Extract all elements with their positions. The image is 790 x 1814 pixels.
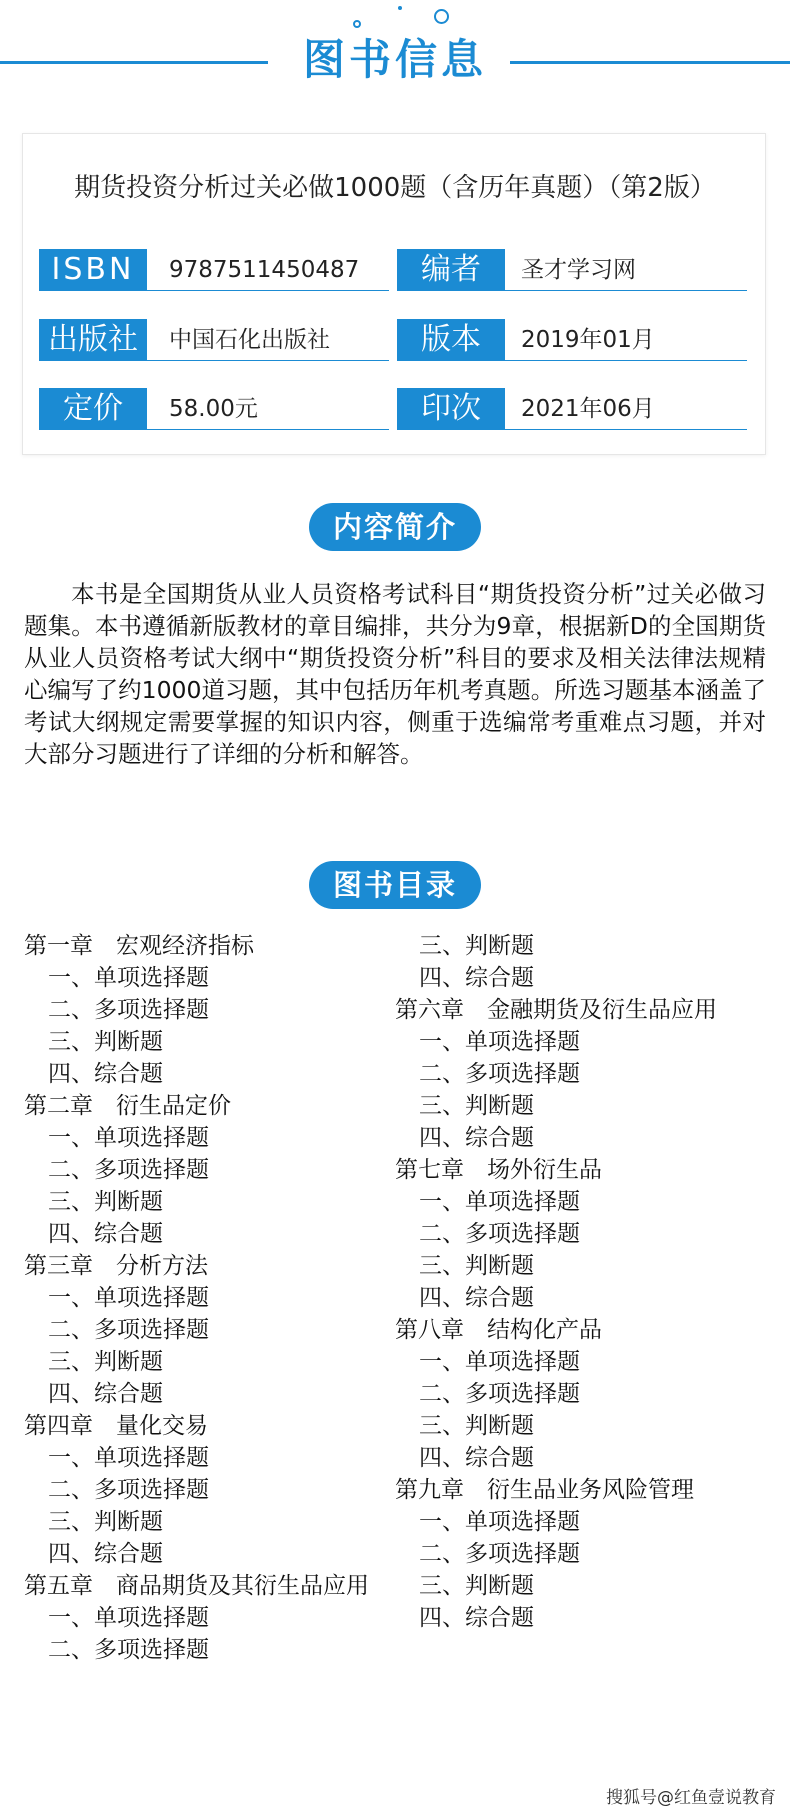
field-editor [397,249,747,291]
toc-chapter: 第四章 量化交易 [24,1413,208,1439]
field-value: 2019年01月 [521,327,655,353]
field-value: 9787511450487 [169,257,360,283]
toc-section: 二、多项选择题 [48,1317,209,1343]
toc-chapter: 第七章 场外衍生品 [395,1157,602,1183]
field-label: 出版社 [39,319,147,361]
toc-section: 一、单项选择题 [419,1029,580,1055]
toc-chapter: 第六章 金融期货及衍生品应用 [395,997,717,1023]
section-heading-intro: 内容简介 [309,503,481,551]
toc-section: 三、判断题 [419,1093,534,1119]
toc-section: 四、综合题 [48,1221,163,1247]
field-underline [147,290,389,291]
field-value: 中国石化出版社 [169,327,330,353]
toc-section: 二、多项选择题 [419,1541,580,1567]
toc-section: 三、判断题 [48,1189,163,1215]
toc-section: 四、综合题 [419,1605,534,1631]
toc-section: 二、多项选择题 [419,1381,580,1407]
toc-section: 一、单项选择题 [48,1125,209,1151]
toc-section: 二、多项选择题 [48,1637,209,1663]
toc-section: 四、综合题 [419,1125,534,1151]
toc-section: 一、单项选择题 [48,1605,209,1631]
field-underline [505,360,747,361]
book-info-card [22,133,766,455]
toc-section: 四、综合题 [419,965,534,991]
field-label: 编者 [397,249,505,291]
field-label: 版本 [397,319,505,361]
toc-section: 一、单项选择题 [419,1189,580,1215]
field-value: 圣才学习网 [521,257,636,283]
toc-chapter: 第二章 衍生品定价 [24,1093,231,1119]
field-value: 2021年06月 [521,396,655,422]
toc-section: 四、综合题 [48,1541,163,1567]
toc-section: 二、多项选择题 [48,1477,209,1503]
toc-section: 一、单项选择题 [419,1509,580,1535]
field-isbn [39,249,389,291]
toc-section: 四、综合题 [419,1445,534,1471]
field-underline [147,429,389,430]
field-printing [397,388,747,430]
decorative-dot [398,6,402,10]
toc-chapter: 第五章 商品期货及其衍生品应用 [24,1573,369,1599]
toc-section: 四、综合题 [48,1061,163,1087]
toc-chapter: 第九章 衍生品业务风险管理 [395,1477,694,1503]
field-label: 印次 [397,388,505,430]
field-underline [147,360,389,361]
decorative-circle-small [353,20,361,28]
toc-section: 三、判断题 [48,1349,163,1375]
toc-section: 三、判断题 [419,933,534,959]
toc-section: 三、判断题 [48,1029,163,1055]
toc-section: 三、判断题 [48,1509,163,1535]
toc-chapter: 第一章 宏观经济指标 [24,933,254,959]
toc-section: 三、判断题 [419,1413,534,1439]
toc-section: 二、多项选择题 [48,1157,209,1183]
decorative-circle-large [434,9,449,24]
field-underline [505,429,747,430]
toc-section: 四、综合题 [419,1285,534,1311]
page-title: 图书信息 [302,35,487,84]
toc-section: 一、单项选择题 [48,965,209,991]
field-label: ISBN [39,249,147,291]
field-price [39,388,389,430]
toc-section: 二、多项选择题 [419,1061,580,1087]
toc-section: 一、单项选择题 [48,1285,209,1311]
field-publisher [39,319,389,361]
toc-section: 二、多项选择题 [419,1221,580,1247]
watermark: 搜狐号@红鱼壹说教育 [606,1788,776,1808]
field-underline [505,290,747,291]
toc-column-left [24,930,384,1666]
toc-section: 二、多项选择题 [48,997,209,1023]
toc-column-right [395,930,755,1634]
section-heading-toc: 图书目录 [309,861,481,909]
field-edition [397,319,747,361]
toc-section: 一、单项选择题 [48,1445,209,1471]
toc-section: 三、判断题 [419,1573,534,1599]
field-value: 58.00元 [169,396,258,422]
toc-section: 一、单项选择题 [419,1349,580,1375]
toc-chapter: 第三章 分析方法 [24,1253,208,1279]
toc-chapter: 第八章 结构化产品 [395,1317,602,1343]
toc-section: 四、综合题 [48,1381,163,1407]
toc-section: 三、判断题 [419,1253,534,1279]
intro-paragraph: 本书是全国期货从业人员资格考试科目“期货投资分析”过关必做习题集。本书遵循新版教材的章目编排，共分为9章，根据新D的全国期货从业人员资格考试大纲中“期货投资分析”科目的要求及相关法律法规精心编写了约1000道习题，其中包括历年机考真题。所选习题基本涵盖了考试大纲规定需要掌握的知识内容，侧重于选编常考重难点习题，并对大部分习题进行了详细的分析和解答。 [24,580,766,768]
field-label: 定价 [39,388,147,430]
book-title: 期货投资分析过关必做1000题（含历年真题）（第2版） [74,173,716,203]
